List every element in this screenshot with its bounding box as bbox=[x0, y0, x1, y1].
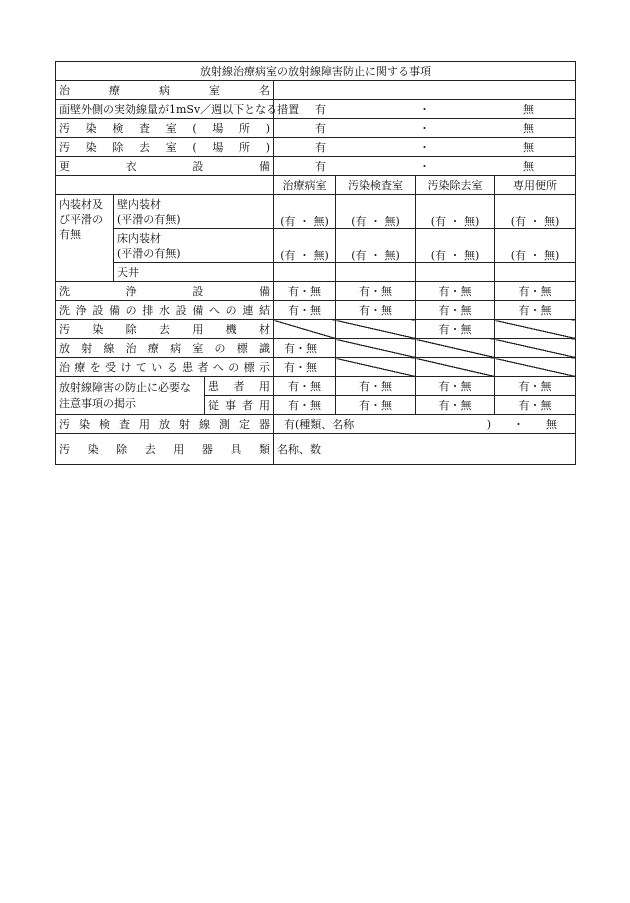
room-name-value[interactable] bbox=[274, 81, 576, 100]
notice-treatment-choice[interactable]: 有・無 bbox=[274, 358, 336, 377]
floor-treatment-choice[interactable]: (有 ・ 無) bbox=[274, 229, 336, 263]
column-header-check-room: 汚染検査室 bbox=[336, 176, 416, 195]
ceiling-toilet-cell[interactable] bbox=[495, 263, 576, 282]
wall-dose-choice[interactable]: 有 ・ 無 bbox=[274, 100, 576, 119]
measuring-device-prefix: 有(種類、名称 bbox=[284, 417, 355, 431]
washing-toilet-choice[interactable]: 有・無 bbox=[495, 282, 576, 301]
wall-dose-label: 面壁外側の実効線量が1mSv／週以下となる措置 bbox=[56, 100, 274, 119]
drain-toilet-choice[interactable]: 有・無 bbox=[495, 301, 576, 320]
measuring-device-label: 汚染検査用放射線測定器 bbox=[56, 415, 274, 434]
staff-treatment-choice[interactable]: 有・無 bbox=[274, 396, 336, 415]
notice-check-na bbox=[336, 358, 416, 377]
floor-decontam-choice[interactable]: (有 ・ 無) bbox=[416, 229, 495, 263]
contamination-check-room-label: 汚染検査室(場所) bbox=[56, 119, 274, 138]
sign-decontam-na bbox=[416, 339, 495, 358]
floor-interior-label: 床内装材 (平滑の有無) bbox=[114, 229, 274, 263]
equipment-treatment-na bbox=[274, 320, 336, 339]
staff-check-choice[interactable]: 有・無 bbox=[336, 396, 416, 415]
form-title: 放射線治療病室の放射線障害防止に関する事項 bbox=[56, 62, 576, 81]
drain-check-choice[interactable]: 有・無 bbox=[336, 301, 416, 320]
notice-decontam-na bbox=[416, 358, 495, 377]
radiation-treatment-room-form bbox=[55, 61, 576, 465]
staff-decontam-choice[interactable]: 有・無 bbox=[416, 396, 495, 415]
column-header-toilet: 専用便所 bbox=[495, 176, 576, 195]
decontamination-room-label: 汚染除去室(場所) bbox=[56, 138, 274, 157]
wall-toilet-choice[interactable]: (有 ・ 無) bbox=[495, 195, 576, 229]
notice-posting-label: 放射線障害の防止に必要な注意事項の掲示 bbox=[56, 377, 205, 415]
changing-room-label: 更衣設備 bbox=[56, 157, 274, 176]
staff-use-label: 従事者用 bbox=[205, 396, 274, 415]
contamination-check-room-choice[interactable]: 有 ・ 無 bbox=[274, 119, 576, 138]
washing-treatment-choice[interactable]: 有・無 bbox=[274, 282, 336, 301]
drain-decontam-choice[interactable]: 有・無 bbox=[416, 301, 495, 320]
washing-decontam-choice[interactable]: 有・無 bbox=[416, 282, 495, 301]
room-sign-label: 放射線治療病室の標識 bbox=[56, 339, 274, 358]
decontam-tools-field[interactable]: 名称、数 bbox=[274, 434, 576, 465]
ceiling-decontam-cell[interactable] bbox=[416, 263, 495, 282]
wall-check-choice[interactable]: (有 ・ 無) bbox=[336, 195, 416, 229]
changing-room-choice[interactable]: 有 ・ 無 bbox=[274, 157, 576, 176]
wall-treatment-choice[interactable]: (有 ・ 無) bbox=[274, 195, 336, 229]
washing-check-choice[interactable]: 有・無 bbox=[336, 282, 416, 301]
sign-toilet-na bbox=[495, 339, 576, 358]
measuring-device-field[interactable]: 有(種類、名称 ) ・ 無 bbox=[274, 415, 576, 434]
floor-toilet-choice[interactable]: (有 ・ 無) bbox=[495, 229, 576, 263]
patient-toilet-choice[interactable]: 有・無 bbox=[495, 377, 576, 396]
ceiling-treatment-cell[interactable] bbox=[274, 263, 336, 282]
washing-drain-label: 洗浄設備の排水設備への連結 bbox=[56, 301, 274, 320]
patient-decontam-choice[interactable]: 有・無 bbox=[416, 377, 495, 396]
floor-check-choice[interactable]: (有 ・ 無) bbox=[336, 229, 416, 263]
column-header-blank bbox=[56, 176, 274, 195]
interior-group-label: 内装材及び平滑の有無 bbox=[56, 195, 114, 282]
wall-interior-label: 壁内装材 (平滑の有無) bbox=[114, 195, 274, 229]
sign-check-na bbox=[336, 339, 416, 358]
equipment-decontam-choice[interactable]: 有・無 bbox=[416, 320, 495, 339]
sign-treatment-choice[interactable]: 有・無 bbox=[274, 339, 336, 358]
ceiling-check-cell[interactable] bbox=[336, 263, 416, 282]
equipment-toilet-na bbox=[495, 320, 576, 339]
drain-treatment-choice[interactable]: 有・無 bbox=[274, 301, 336, 320]
ceiling-label: 天井 bbox=[114, 263, 274, 282]
staff-toilet-choice[interactable]: 有・無 bbox=[495, 396, 576, 415]
notice-toilet-na bbox=[495, 358, 576, 377]
patient-check-choice[interactable]: 有・無 bbox=[336, 377, 416, 396]
decontam-tools-label: 汚染除去用器具類 bbox=[56, 434, 274, 465]
patient-treatment-choice[interactable]: 有・無 bbox=[274, 377, 336, 396]
equipment-check-na bbox=[336, 320, 416, 339]
room-name-label: 治療病室名 bbox=[56, 81, 274, 100]
patient-notice-label: 治療を受けている患者への標示 bbox=[56, 358, 274, 377]
column-header-decontam-room: 汚染除去室 bbox=[416, 176, 495, 195]
decontamination-room-choice[interactable]: 有 ・ 無 bbox=[274, 138, 576, 157]
washing-label: 洗浄設備 bbox=[56, 282, 274, 301]
decontam-equipment-label: 汚染除去用機材 bbox=[56, 320, 274, 339]
patient-use-label: 患者用 bbox=[205, 377, 274, 396]
wall-decontam-choice[interactable]: (有 ・ 無) bbox=[416, 195, 495, 229]
column-header-treatment-room: 治療病室 bbox=[274, 176, 336, 195]
